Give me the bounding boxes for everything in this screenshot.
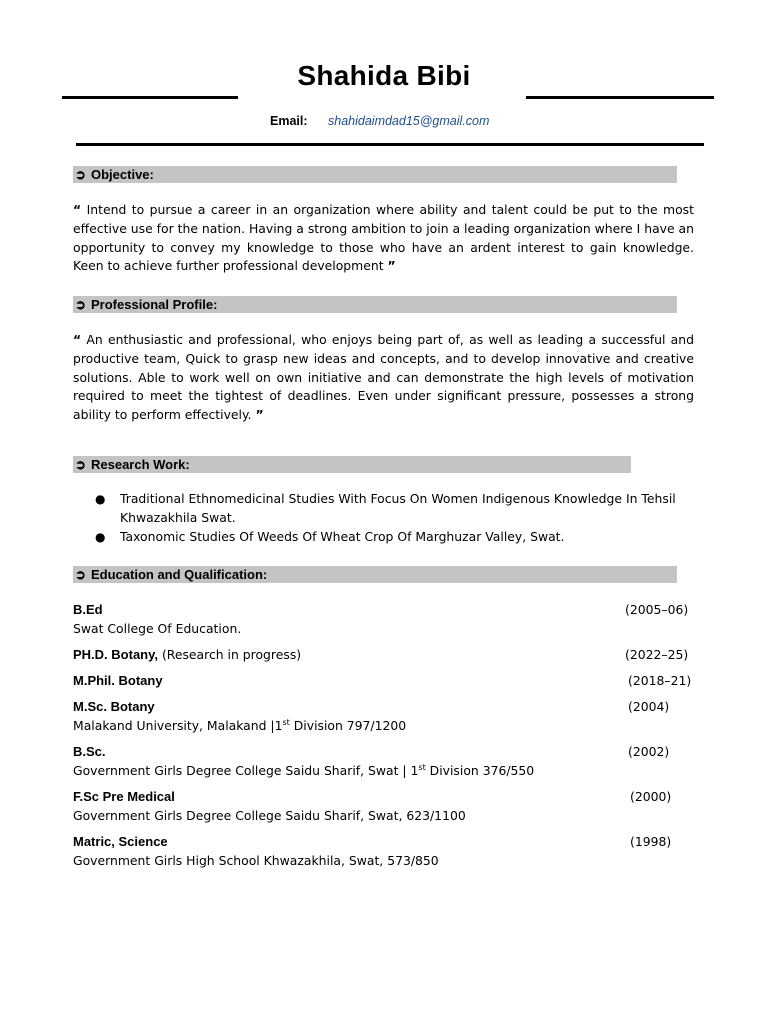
- email-label: Email:: [270, 114, 308, 128]
- research-item-text: Taxonomic Studies Of Weeds Of Wheat Crop Of Marghuzar Valley, Swat.: [120, 528, 565, 544]
- open-quote: “: [73, 202, 82, 217]
- degree-year: (2004): [628, 699, 670, 714]
- bullet-icon: ●: [95, 529, 106, 544]
- section-title-research: Research Work:: [91, 457, 190, 472]
- close-quote: ”: [387, 258, 396, 274]
- education-entry: [73, 646, 698, 665]
- profile-text: An enthusiastic and professional, who enjoys being part of, as well as leading a successful and productive team, Quick to grasp new ideas and concepts, and to develop innovative and creative solutions. Able to work well on own initiative and can demonstrate the high levels of motivation required to meet the tightest of deadlines. Even under significant pressure, possesses a strong ability to perform effectively.: [73, 332, 694, 423]
- institution: Government Girls Degree College Saidu Sharif, Swat, 623/1100: [73, 807, 466, 823]
- degree-name: Matric, Science: [73, 834, 168, 849]
- research-item-text: Traditional Ethnomedicinal Studies With Focus On Women Indigenous Knowledge In Tehsil Khwazakhila Swat.: [120, 491, 676, 525]
- section-header-education: [73, 566, 677, 583]
- email-link[interactable]: shahidaimdad15@gmail.com: [328, 114, 490, 128]
- degree-name: M.Sc. Botany: [73, 699, 155, 714]
- degree-name: M.Phil. Botany: [73, 673, 163, 688]
- education-entry: [73, 743, 698, 781]
- arrow-icon: ➲: [75, 167, 86, 182]
- education-entry: [73, 788, 698, 826]
- list-item: [73, 528, 693, 547]
- email-divider: [76, 143, 704, 146]
- education-entry: [73, 672, 698, 691]
- section-header-profile: [73, 296, 677, 313]
- institution: Swat College Of Education.: [73, 620, 242, 636]
- institution: Government Girls Degree College Saidu Sharif, Swat | 1st Division 376/550: [73, 762, 535, 778]
- degree-note: (Research in progress): [158, 647, 302, 662]
- degree-year: (2022–25): [625, 647, 689, 662]
- research-list: [73, 490, 693, 546]
- degree-year: (2005–06): [625, 602, 689, 617]
- degree-name: PH.D. Botany,: [73, 647, 158, 662]
- section-title-objective: Objective:: [91, 167, 154, 182]
- arrow-icon: ➲: [75, 297, 86, 312]
- degree-year: (2002): [628, 744, 670, 759]
- objective-text: Intend to pursue a career in an organization where ability and talent could be put to the most effective use for the nation. Having a strong ambition to join a leading organization where I have an opportunity to convey my knowledge to those who have an ardent interest to gain knowledge. Keen to achieve further professional development: [73, 202, 695, 274]
- section-title-profile: Professional Profile:: [91, 297, 218, 312]
- degree-year: (2018–21): [628, 673, 692, 688]
- institution: Malakand University, Malakand |1st Division 797/1200: [73, 717, 407, 733]
- section-header-research: [73, 456, 631, 473]
- section-header-objective: [73, 166, 677, 183]
- list-item: [73, 490, 693, 528]
- profile-paragraph: [73, 331, 694, 425]
- bullet-icon: ●: [95, 492, 106, 506]
- education-entry: [73, 698, 698, 736]
- arrow-icon: ➲: [75, 567, 86, 582]
- degree-name: B.Ed: [73, 602, 103, 617]
- institution: Government Girls High School Khwazakhila, Swat, 573/850: [73, 852, 439, 868]
- arrow-icon: ➲: [75, 457, 86, 472]
- education-entry: [73, 601, 698, 639]
- degree-name: B.Sc.: [73, 744, 106, 759]
- section-title-education: Education and Qualification:: [91, 567, 268, 582]
- open-quote: “: [73, 332, 82, 347]
- degree-year: (2000): [630, 789, 672, 804]
- header-rule-left: [62, 96, 238, 99]
- candidate-name: Shahida Bibi: [297, 60, 471, 91]
- degree-name: F.Sc Pre Medical: [73, 789, 175, 804]
- degree-year: (1998): [630, 834, 672, 849]
- education-entry: [73, 833, 698, 871]
- objective-paragraph: [73, 201, 694, 276]
- header-rule-right: [526, 96, 714, 99]
- close-quote: ”: [255, 407, 264, 423]
